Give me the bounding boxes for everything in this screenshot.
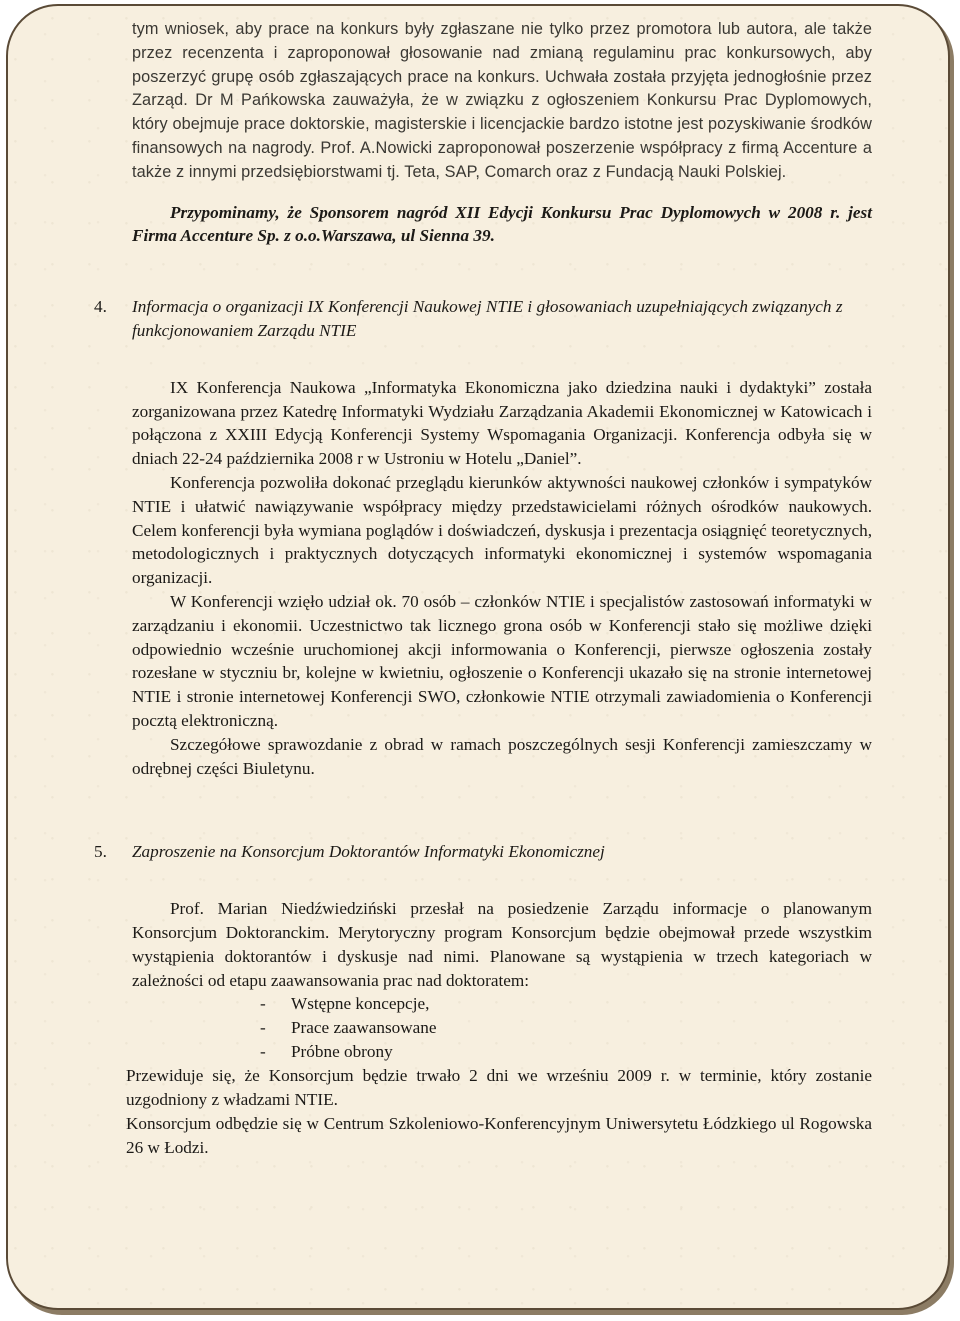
document-content xyxy=(94,18,872,1159)
section-5-closing: Konsorcjum odbędzie się w Centrum Szkoleniowo-Konferencyjnym Uniwersytetu Łódzkiego ul Rogowska 26 w Łodzi. xyxy=(126,1113,872,1157)
list-item: - Próbne obrony xyxy=(260,1040,872,1064)
section-4-title: Informacja o organizacji IX Konferencji Naukowej NTIE i głosowaniach uzupełniających związanych z funkcjonowaniem Zarządu NTIE xyxy=(132,297,843,340)
list-item: - Wstępne koncepcje, xyxy=(260,992,872,1016)
sponsor-note: Przypominamy, że Sponsorem nagród XII Edycji Konkursu Prac Dyplomowych w 2008 r. jest Firma Accenture Sp. z o.o.Warszawa, ul Sienna 39. xyxy=(132,202,872,246)
section-4-paragraph: Konferencja pozwoliła dokonać przeglądu kierunków aktywności naukowej członków i sympatyków NTIE i ułatwić nawiązywanie współpracy między przedstawicielami różnych ośrodków naukowych. Celem konferencji była wymiana poglądów i doświadczeń, dyskusja i prezentacja osiągnięć teoretycznych, metodologicznych i praktycznych dotyczących informatyki ekonomicznej i systemów wspomagania organizacji. xyxy=(132,472,872,588)
section-5-title: Zaproszenie na Konsorcjum Doktorantów Informatyki Ekonomicznej xyxy=(132,842,605,862)
section-4-heading xyxy=(94,295,872,343)
section-5-closing: Przewiduje się, że Konsorcjum będzie trwało 2 dni we wrześniu 2009 r. w terminie, który zostanie uzgodniony z władzami NTIE. xyxy=(126,1066,872,1110)
section-5-number: 5. xyxy=(94,842,107,862)
section-5-heading xyxy=(94,840,872,864)
section-5-paragraph: Prof. Marian Niedźwiedziński przesłał na posiedzenie Zarządu informacje o planowanym Konsorcjum Doktoranckim. Merytoryczny program Konsorcjum będzie obejmował przede wszystkim wystąpienia doktorantów i dyskusje nad nimi. Planowane są wystąpienia w trzech kategoriach w zależności od etapu zaawansowania prac nad doktoratem: xyxy=(132,899,872,990)
category-list xyxy=(132,992,872,1064)
section-4-paragraph: W Konferencji wzięło udział ok. 70 osób – członków NTIE i specjalistów zastosowań informatyki w zarządzaniu i ekonomii. Uczestnictwo tak licznego grona osób w Konferencji stało się możliwe dzięki odpowiednio wcześnie uruchomionej akcji informowania o Konferencji, pierwsze ogłoszenia zostały rozesłane w styczniu br, kolejne w kwietniu, ogłoszenie o Konferencji ukazało się na stronie internetowej NTIE i stronie internetowej Konferencji SWO, członkowie NTIE otrzymali zawiadomienia o Konferencji pocztą elektroniczną. xyxy=(132,591,872,730)
section-4-paragraph: IX Konferencja Naukowa „Informatyka Ekonomiczna jako dziedzina nauki i dydaktyki” została zorganizowana przez Katedrę Informatyki Wydziału Zarządzania Akademii Ekonomicznej w Katowicach i połączona z XXIII Edycją Konferencji Systemy Wspomagania Organizacji. Konferencja odbyła się w dniach 22-24 października 2008 r w Ustroniu w Hotelu „Daniel”. xyxy=(132,377,872,469)
intro-paragraph: tym wniosek, aby prace na konkurs były zgłaszane nie tylko przez promotora lub autora, ale także przez recenzenta i zaproponował głosowanie nad zmianą regulaminu prac konkursowych, aby poszerzyć grupę osób zgłaszających prace na konkurs. Uchwała została przyjęta jednogłośnie przez Zarząd. Dr M Pańkowska zauważyła, że w związku z ogłoszeniem Konkursu Prac Dyplomowych, który obejmuje prace doktorskie, magisterskie i licencjackie bardzo istotne jest pozyskiwanie środków finansowych na nagrody. Prof. A.Nowicki zaproponował poszerzenie współpracy z firmą Accenture a także z innymi przedsiębiorstwami tj. Teta, SAP, Comarch oraz z Fundacją Nauki Polskiej. xyxy=(132,20,872,181)
section-4-number: 4. xyxy=(94,297,107,317)
list-item: - Prace zaawansowane xyxy=(260,1016,872,1040)
section-4-paragraph: Szczegółowe sprawozdanie z obrad w ramach poszczególnych sesji Konferencji zamieszczamy w odrębnej części Biuletynu. xyxy=(132,734,872,778)
